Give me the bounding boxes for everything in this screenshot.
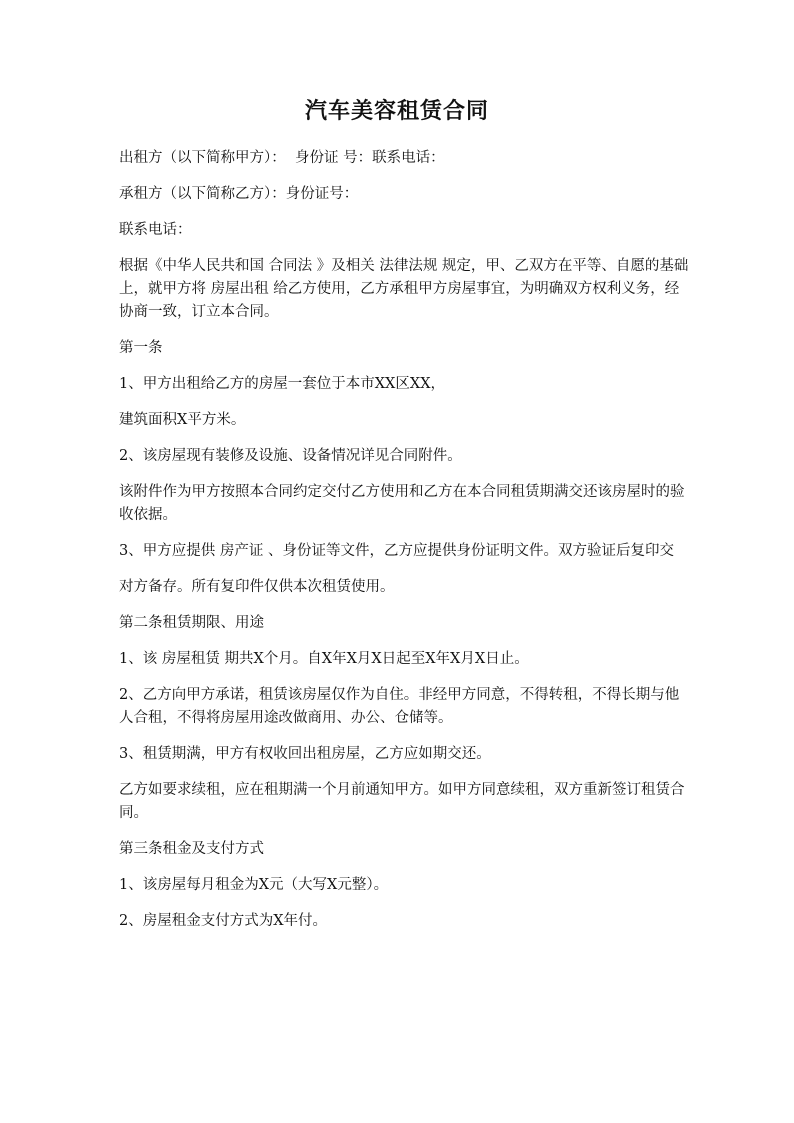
article-1-clause-3: 3、甲方应提供 房产证 、身份证等文件，乙方应提供身份证明文件。双方验证后复印交 (119, 543, 674, 559)
article-1-clause-1-area: 建筑面积X平方米。 (119, 412, 246, 428)
article-1-clause-2-appendix: 该附件作为甲方按照本合同约定交付乙方使用和乙方在本合同租赁期满交还该房屋时的验收依据。 (119, 484, 685, 523)
article-1-heading: 第一条 (119, 340, 163, 356)
article-3-clause-2: 2、房屋租金支付方式为X年付。 (119, 913, 328, 929)
party-a-line: 出租方（以下简称甲方）： 身份证 号：联系电话： (119, 150, 445, 166)
article-2-clause-3: 3、租赁期满，甲方有权收回出租房屋，乙方应如期交还。 (119, 746, 491, 762)
article-3-clause-1: 1、该房屋每月租金为X元（大写X元整）。 (119, 877, 389, 893)
contact-phone-line: 联系电话： (119, 222, 192, 238)
article-2-renewal: 乙方如要求续租，应在租期满一个月前通知甲方。如甲方同意续租，双方重新签订租赁合同。 (119, 782, 685, 821)
party-b-line: 承租方（以下简称乙方）：身份证号： (119, 186, 359, 202)
article-1-clause-2: 2、该房屋现有装修及设施、设备情况详见合同附件。 (119, 448, 462, 464)
article-2-heading: 第二条租赁期限、用途 (119, 615, 264, 631)
document-title: 汽车美容租赁合同 (304, 98, 489, 124)
article-2-clause-1: 1、该 房屋租赁 期共X个月。自X年X月X日起至X年X月X日止。 (119, 651, 529, 667)
article-1-clause-3-copies: 对方备存。所有复印件仅供本次租赁使用。 (119, 579, 395, 595)
article-1-clause-1: 1、甲方出租给乙方的房屋一套位于本市XX区XX， (119, 376, 446, 392)
article-2-clause-2: 2、乙方向甲方承诺，租赁该房屋仅作为自住。非经甲方同意，不得转租，不得长期与他人合租，不得将房屋用途改做商用、办公、仓储等。 (119, 687, 680, 726)
preamble-paragraph: 根据《中华人民共和国 合同法 》及相关 法律法规 规定，甲、乙双方在平等、自愿的基础上，就甲方将 房屋出租 给乙方使用，乙方承租甲方房屋事宜，为明确双方权利义务，经协商一致，订立本合同。 (119, 258, 689, 320)
article-3-heading: 第三条租金及支付方式 (119, 841, 264, 857)
document-body (119, 147, 689, 946)
